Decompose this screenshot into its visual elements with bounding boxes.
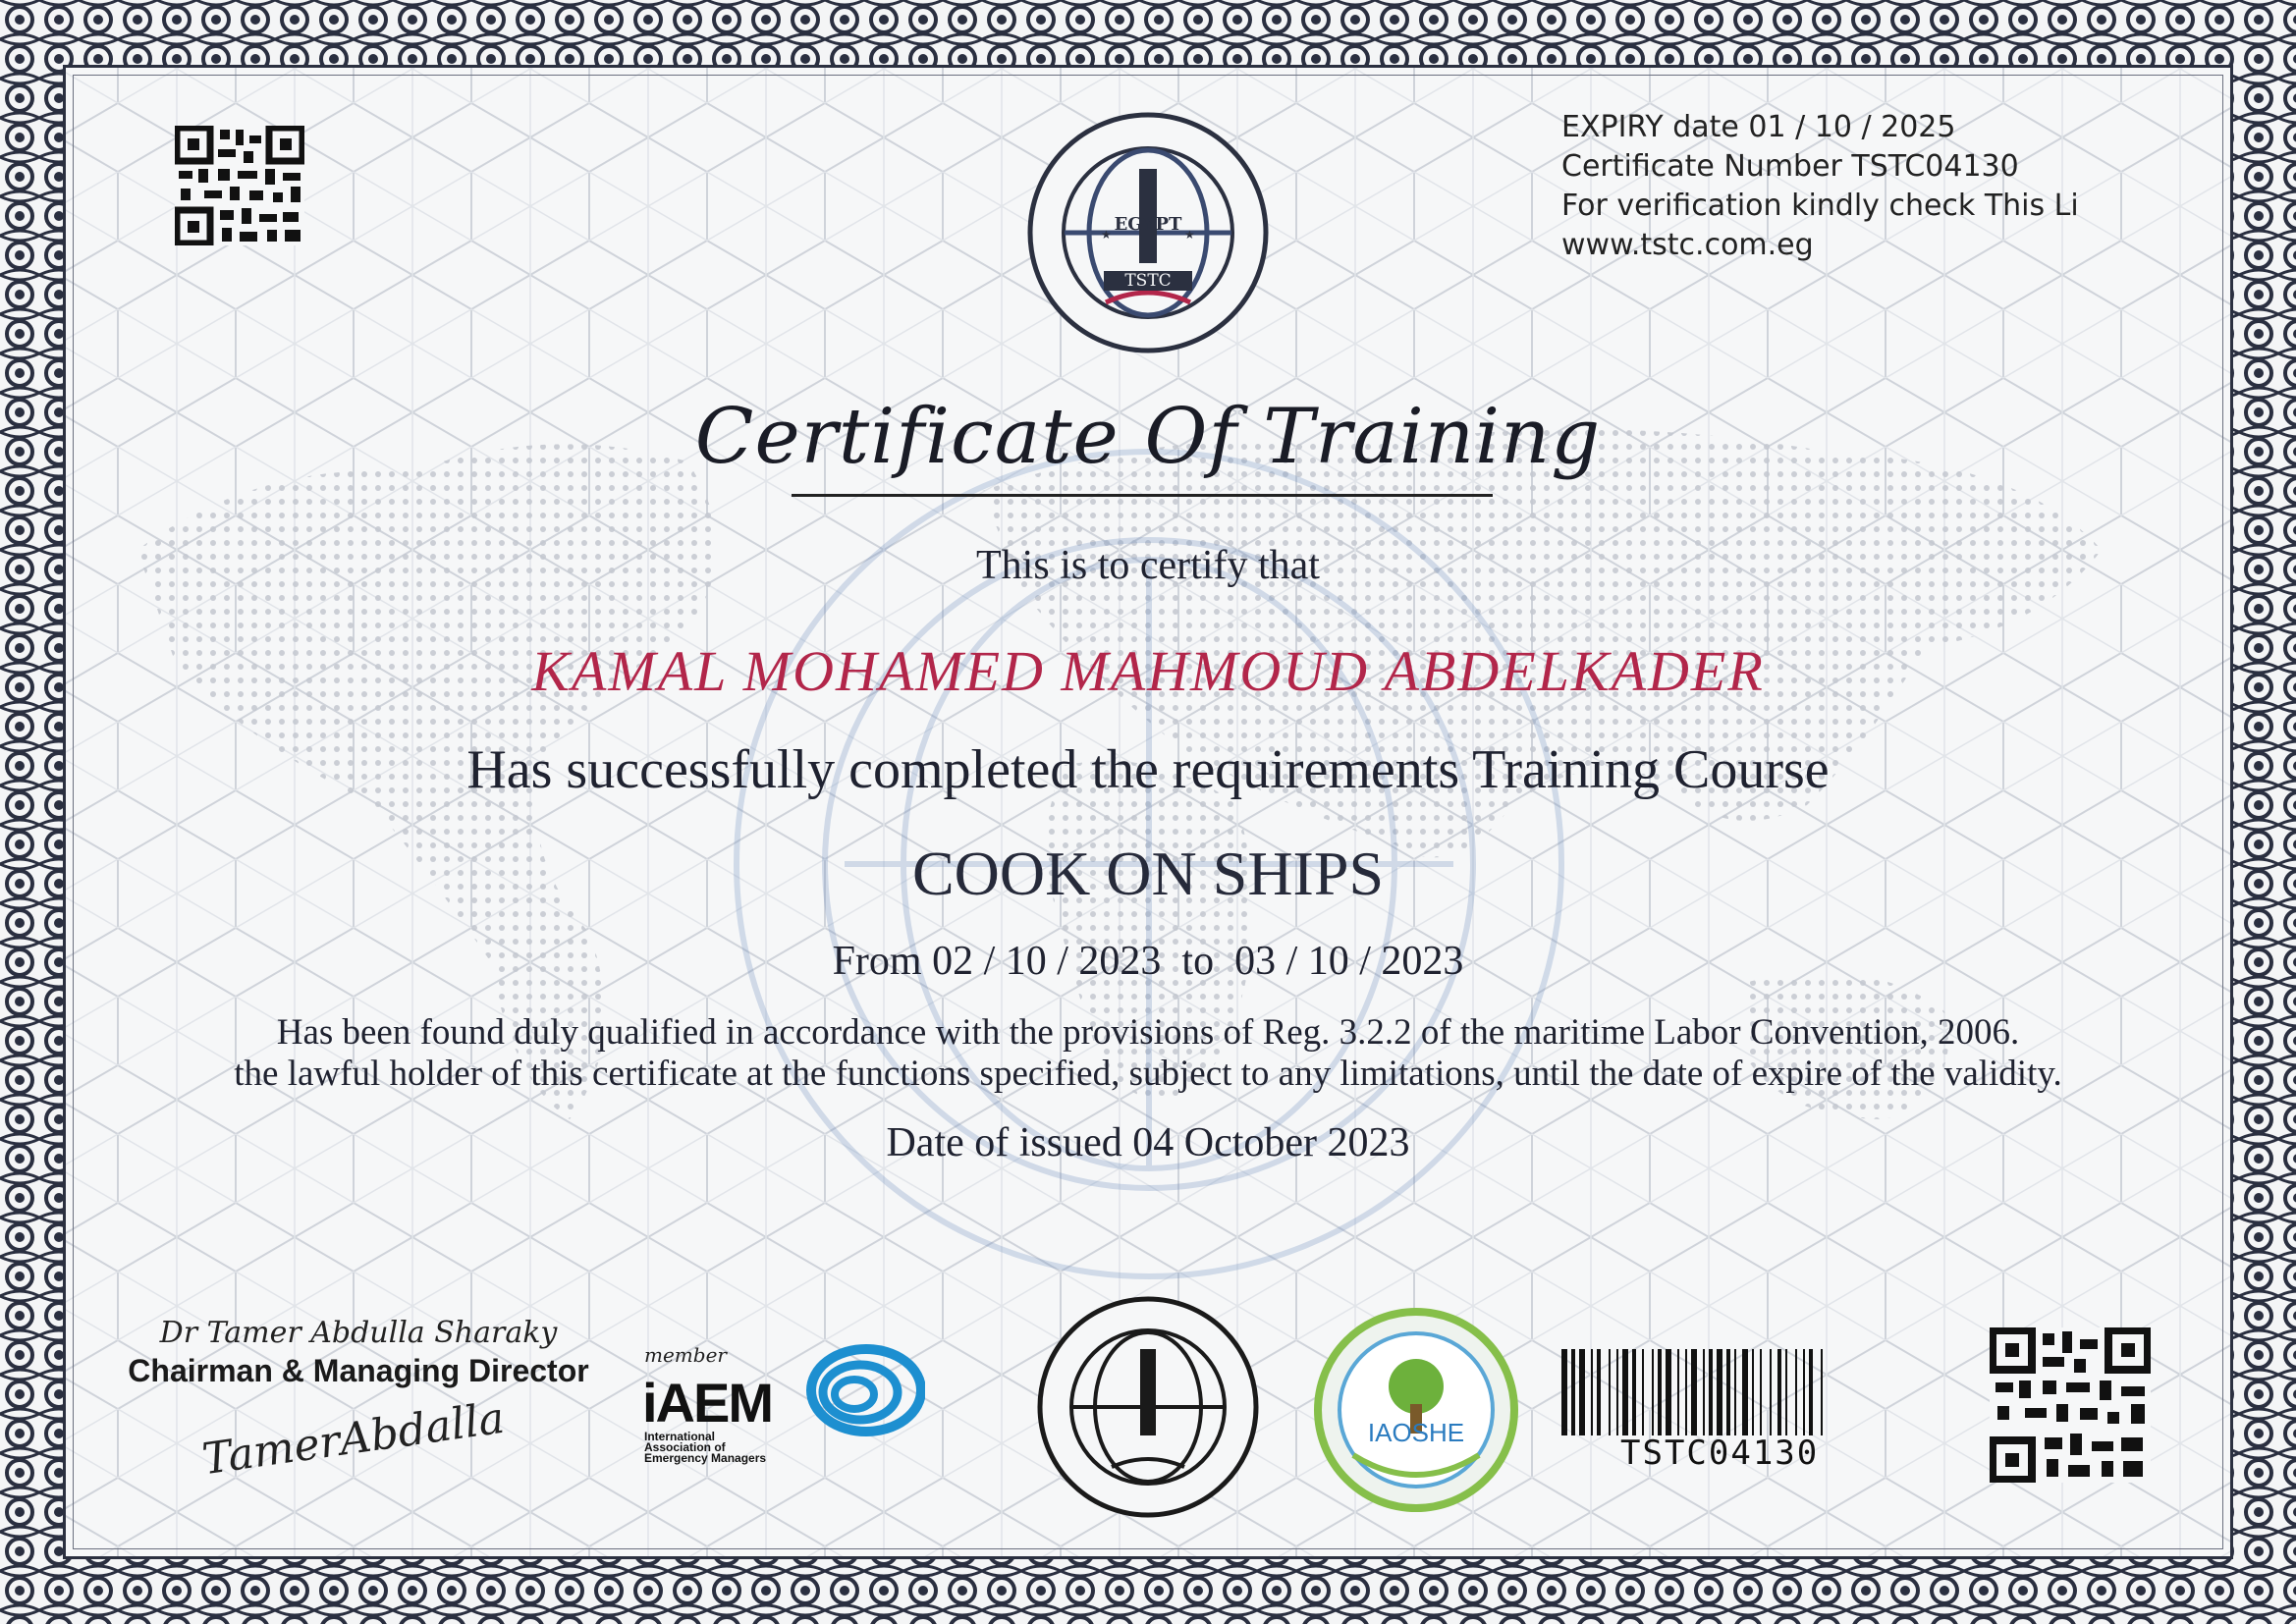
certificate-title: Certificate Of Training [694, 393, 1602, 481]
iaem-full-name [644, 1432, 766, 1464]
website-link[interactable]: www.tstc.com.eg [1561, 228, 1814, 262]
barcode-bar [1734, 1349, 1736, 1435]
iaem-name-line-3: Emergency Managers [644, 1451, 767, 1465]
barcode [1559, 1349, 1942, 1435]
barcode-bar [1760, 1349, 1762, 1435]
barcode-bar [1717, 1349, 1722, 1435]
barcode-bar [1691, 1349, 1697, 1435]
course-name: COOK ON SHIPS [911, 839, 1385, 908]
iaem-member-label: member [644, 1343, 727, 1367]
signature: TamerAbdalla [198, 1392, 508, 1486]
tstc-logo-bottom [1035, 1294, 1261, 1520]
barcode-bar [1632, 1349, 1636, 1435]
barcode-bar [1677, 1349, 1679, 1435]
barcode-bar [1821, 1349, 1823, 1435]
barcode-bar [1622, 1349, 1628, 1435]
svg-text:★: ★ [1101, 228, 1112, 242]
barcode-bar [1616, 1349, 1618, 1435]
issue-date: Date of issued 04 October 2023 [886, 1120, 1410, 1165]
barcode-bar [1571, 1349, 1575, 1435]
iaem-name-line-2: Association of [644, 1440, 726, 1454]
barcode-bar [1726, 1349, 1730, 1435]
logo-acronym-label: TSTC [1104, 271, 1192, 291]
certify-line: This is to certify that [976, 543, 1320, 588]
barcode-bar [1561, 1349, 1567, 1435]
holder-name: KAMAL MOHAMED MAHMOUD ABDELKADER [531, 639, 1765, 703]
iaem-name-line-1: International [644, 1430, 716, 1443]
barcode-bar [1685, 1349, 1687, 1435]
barcode-bar [1666, 1349, 1671, 1435]
iaoshe-logo [1314, 1308, 1518, 1512]
certificate-info [1561, 108, 2079, 265]
regulation-line-2: the lawful holder of this certificate at the functions specified, subject to any limitations, until the date of expire of the validity. [234, 1054, 2062, 1094]
barcode-bar [1709, 1349, 1713, 1435]
barcode-bar [1803, 1349, 1805, 1435]
logo-country-label: EGYPT [1114, 214, 1182, 235]
barcode-bar [1591, 1349, 1593, 1435]
iaem-acronym: iAEM [642, 1372, 772, 1434]
completed-line: Has successfully completed the requirements Training Course [466, 739, 1830, 800]
iaoshe-acronym: IAOSHE [1367, 1418, 1465, 1447]
barcode-bar [1652, 1349, 1654, 1435]
barcode-bar [1770, 1349, 1772, 1435]
qr-code-bottom-right [1990, 1327, 2151, 1483]
barcode-bar [1795, 1349, 1797, 1435]
signatory-name: Dr Tamer Abdulla Sharaky [159, 1316, 558, 1350]
barcode-bar [1642, 1349, 1644, 1435]
barcode-bar [1809, 1349, 1813, 1435]
barcode-bar [1597, 1349, 1601, 1435]
expiry-date: EXPIRY date 01 / 10 / 2025 [1561, 110, 1956, 144]
qr-code-top-left [175, 126, 304, 245]
barcode-bar [1742, 1349, 1748, 1435]
certificate-number: Certificate Number TSTC04130 [1561, 149, 2019, 184]
barcode-bar [1703, 1349, 1705, 1435]
course-period: From 02 / 10 / 2023 to 03 / 10 / 2023 [832, 939, 1464, 984]
title-underline [792, 494, 1493, 497]
barcode-bar [1579, 1349, 1585, 1435]
iaem-swirl-icon [758, 1339, 925, 1437]
barcode-bar [1752, 1349, 1754, 1435]
svg-text:★: ★ [1184, 228, 1195, 242]
regulation-line-1: Has been found duly qualified in accordance with the provisions of Reg. 3.2.2 of the maritime Labor Convention, 2006. [276, 1012, 2020, 1053]
barcode-bar [1658, 1349, 1662, 1435]
iaem-logo [640, 1337, 925, 1465]
barcode-bar [1777, 1349, 1781, 1435]
barcode-number: TSTC04130 [1620, 1434, 1820, 1473]
verification-note: For verification kindly check This Li [1561, 189, 2079, 223]
barcode-bar [1609, 1349, 1611, 1435]
barcode-bar [1785, 1349, 1787, 1435]
signatory-role: Chairman & Managing Director [128, 1353, 589, 1388]
